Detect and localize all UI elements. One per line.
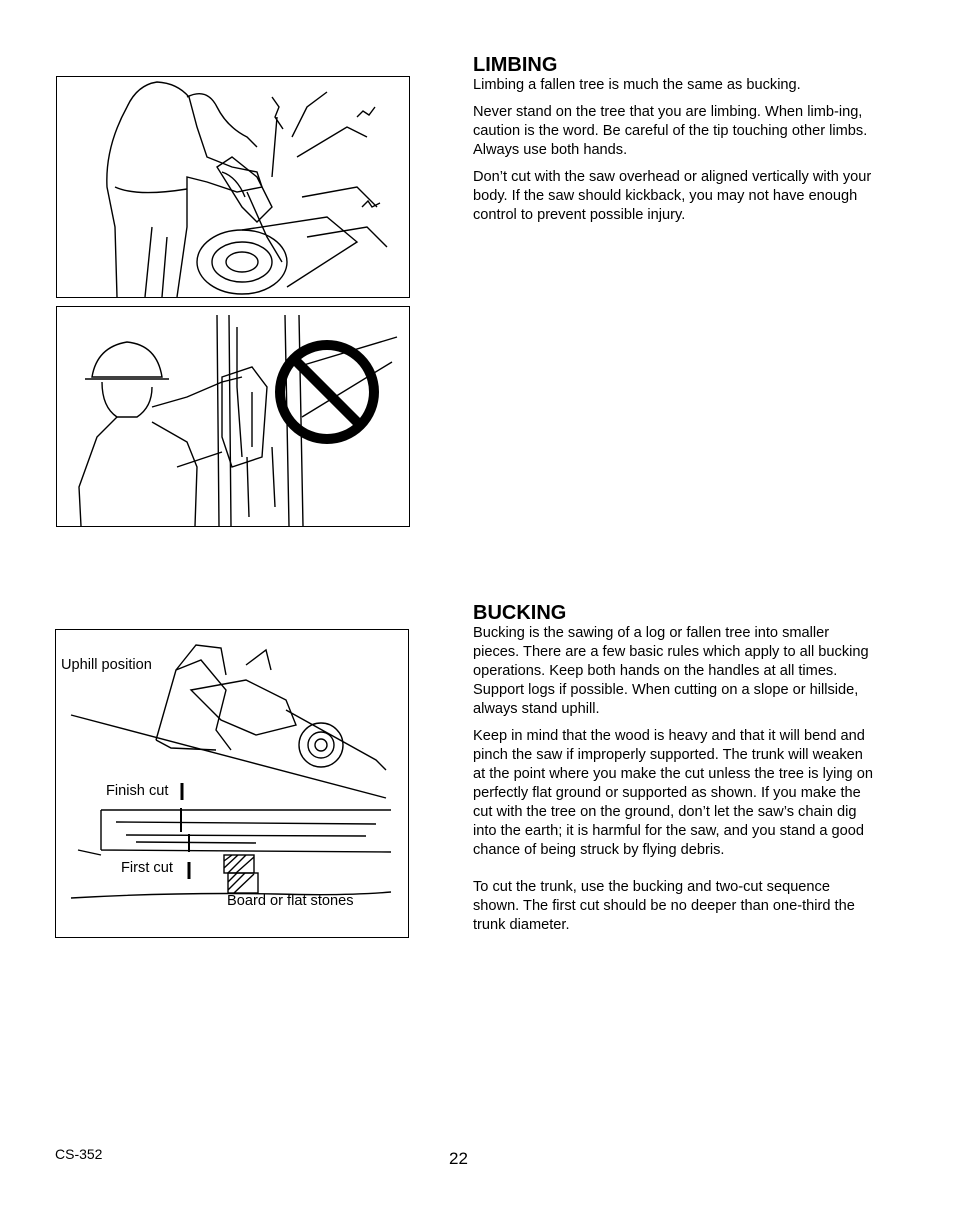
limbing-paragraph-2: Never stand on the tree that you are limbing. When limb-ing, caution is the word. Be careful of the tip touching other limbs. Always use both hands. [473,104,868,158]
bucking-paragraph-2: Keep in mind that the wood is heavy and that it will bend and pinch the saw if improperly supported. The trunk will weaken at the point where you make the cut unless the tree is lying on perfectly flat ground or supported as shown. If you make the cut with the tree on the ground, don’t let the saw’s chain dig into the earth; it is harmful for the saw, and you stand a good chance of being struck by flying debris. [473,728,873,858]
limbing-section [473,54,873,233]
bucking-section [473,602,873,943]
limbing-heading: LIMBING [473,54,558,76]
prohibition-icon [57,307,409,526]
first-cut-label: First cut [121,860,173,876]
bucking-paragraph-1: Bucking is the sawing of a log or fallen tree into smaller pieces. There are a few basic rules which apply to all bucking operations. Keep both hands on the handles at all times. Support logs if possible. When cutting on a slope or hillside, always stand uphill. [473,625,869,717]
page-number: 22 [449,1149,468,1168]
limbing-illustration [56,76,410,298]
prohibited-cut-illustration [56,306,410,527]
bucking-paragraph-3: To cut the trunk, use the bucking and two-cut sequence shown. The first cut should be no deeper than one-third the trunk diameter. [473,879,855,933]
bucking-heading: BUCKING [473,602,567,624]
model-number: CS-352 [55,1146,103,1162]
support-label: Board or flat stones [227,893,354,909]
bucking-illustration [55,629,409,938]
finish-cut-label: Finish cut [106,783,169,799]
limbing-paragraph-1: Limbing a fallen tree is much the same as bucking. [473,77,801,93]
limbing-paragraph-3: Don’t cut with the saw overhead or aligned vertically with your body. If the saw should kickback, you may not have enough control to prevent possible injury. [473,169,872,223]
uphill-position-label: Uphill position [61,657,152,673]
